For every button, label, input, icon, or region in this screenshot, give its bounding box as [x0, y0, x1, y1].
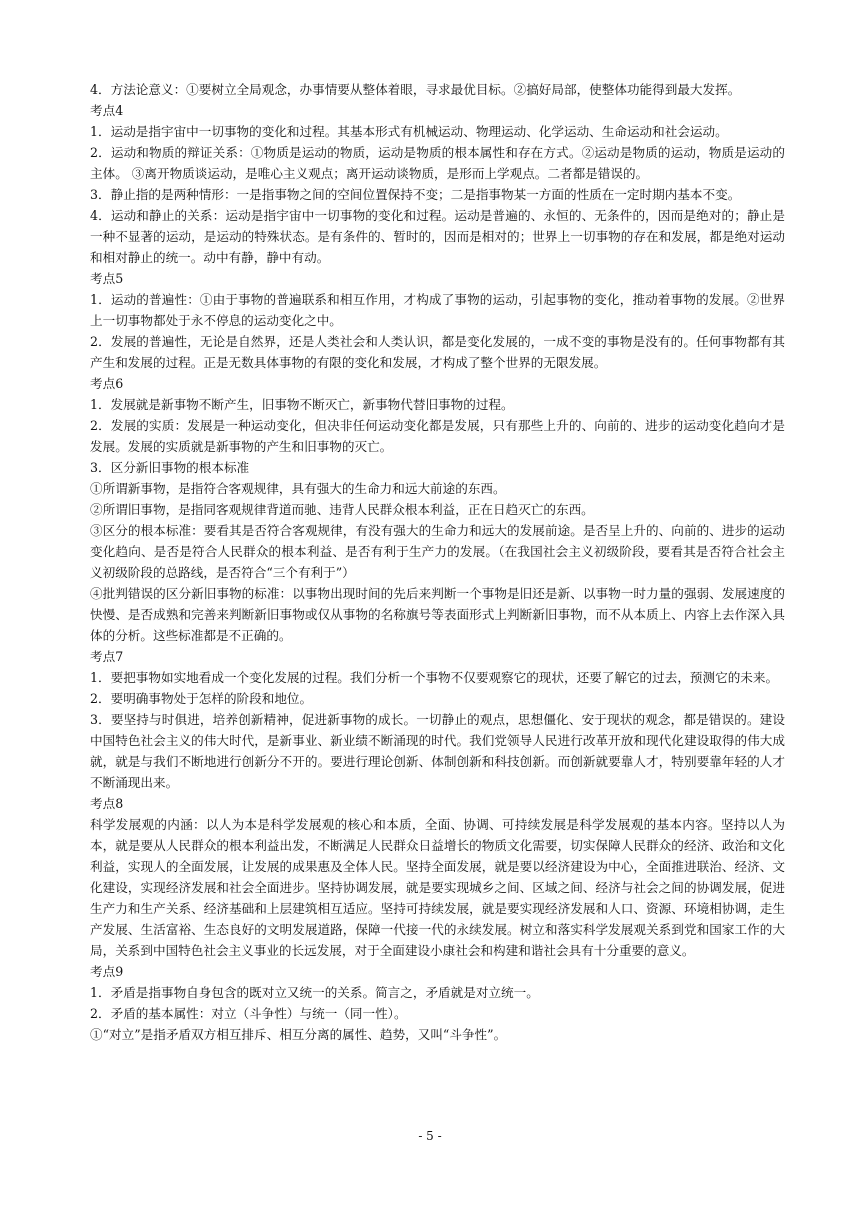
paragraph: ④批判错误的区分新旧事物的标准：以事物出现时间的先后来判断一个事物是旧还是新、以事物一时力量的强弱、发展速度的快慢、是否成熟和完善来判断新旧事物或仅从事物的名称旗号等表面形式上判断新旧事物，而不从本质上、内容上去作深入具体的分析。这些标准都是不正确的。 [90, 586, 785, 643]
section-heading: 考点5 [90, 271, 124, 286]
section-heading: 考点7 [90, 649, 124, 664]
paragraph: 4．方法论意义：①要树立全局观念，办事情要从整体着眼，寻求最优目标。②搞好局部，使整体功能得到最大发挥。 [90, 82, 741, 97]
document-body [90, 79, 785, 1045]
paragraph: 4．运动和静止的关系：运动是指宇宙中一切事物的变化和过程。运动是普遍的、永恒的、无条件的，因而是绝对的；静止是一种不显著的运动，是运动的特殊状态。是有条件的、暂时的，因而是相对的；世界上一切事物的存在和发展，都是绝对运动和相对静止的统一。动中有静，静中有动。 [90, 208, 785, 265]
paragraph: 1．发展就是新事物不断产生，旧事物不断灭亡，新事物代替旧事物的过程。 [90, 397, 514, 412]
paragraph: 2．运动和物质的辩证关系：①物质是运动的物质，运动是物质的根本属性和存在方式。②运动是物质的运动，物质是运动的主体。 ③离开物质谈运动，是唯心主义观点；离开运动谈物质，是形而上学观点。二者都是错误的。 [90, 145, 785, 181]
section-heading: 考点4 [90, 103, 124, 118]
paragraph: 1．矛盾是指事物自身包含的既对立又统一的关系。简言之，矛盾就是对立统一。 [90, 985, 539, 1000]
paragraph: 3．区分新旧事物的根本标准 [90, 460, 250, 475]
paragraph: ①“对立”是指矛盾双方相互排斥、相互分离的属性、趋势，又叫“斗争性”。 [90, 1027, 507, 1042]
section-heading: 考点8 [90, 796, 124, 811]
paragraph: 2．矛盾的基本属性：对立（斗争性）与统一（同一性）。 [90, 1006, 407, 1021]
paragraph: 2．发展的实质：发展是一种运动变化，但决非任何运动变化都是发展，只有那些上升的、向前的、进步的运动变化趋向才是发展。发展的实质就是新事物的产生和旧事物的灭亡。 [90, 418, 785, 454]
paragraph: ②所谓旧事物，是指同客观规律背道而驰、违背人民群众根本利益，正在日趋灭亡的东西。 [90, 502, 594, 517]
section-heading: 考点6 [90, 376, 124, 391]
paragraph: 2．发展的普遍性，无论是自然界，还是人类社会和人类认识，都是变化发展的，一成不变的事物是没有的。任何事物都有其产生和发展的过程。正是无数具体事物的有限的变化和发展，才构成了整个世界的无限发展。 [90, 334, 785, 370]
paragraph: ③区分的根本标准：要看其是否符合客观规律，有没有强大的生命力和远大的发展前途。是否呈上升的、向前的、进步的运动变化趋向、是否是符合人民群众的根本利益、是否有利于生产力的发展。（在我国社会主义初级阶段，要看其是否符合社会主义初级阶段的总路线，是否符合“三个有利于”） [90, 523, 785, 580]
paragraph: 2．要明确事物处于怎样的阶段和地位。 [90, 691, 313, 706]
paragraph: 3．静止指的是两种情形：一是指事物之间的空间位置保持不变；二是指事物某一方面的性质在一定时期内基本不变。 [90, 187, 741, 202]
section-heading: 考点9 [90, 964, 124, 979]
paragraph: 3．要坚持与时俱进，培养创新精神，促进新事物的成长。一切静止的观点，思想僵化、安于现状的观念，都是错误的。建设中国特色社会主义的伟大时代，是新事业、新业绩不断涌现的时代。我们党领导人民进行改革开放和现代化建设取得的伟大成就，就是与我们不断地进行创新分不开的。要进行理论创新、体制创新和科技创新。而创新就要靠人才，特别要靠年轻的人才不断涌现出来。 [90, 712, 785, 790]
paragraph: 1．要把事物如实地看成一个变化发展的过程。我们分析一个事物不仅要观察它的现状，还要了解它的过去，预测它的未来。 [90, 670, 779, 685]
page-number: - 5 - [418, 1129, 442, 1143]
paragraph: 科学发展观的内涵：以人为本是科学发展观的核心和本质，全面、协调、可持续发展是科学发展观的基本内容。坚持以人为本，就是要从人民群众的根本利益出发，不断满足人民群众日益增长的物质文化需要，切实保障人民群众的经济、政治和文化利益，实现人的全面发展，让发展的成果惠及全体人民。坚持全面发展，就是要以经济建设为中心，全面推进联治、经济、文化建设，实现经济发展和社会全面进步。坚持协调发展，就是要实现城乡之间、区域之间、经济与社会之间的协调发展，促进生产力和生产关系、经济基础和上层建筑相互适应。坚持可持续发展，就是要实现经济发展和人口、资源、环境相协调，走生产发展、生活富裕、生态良好的文明发展道路，保障一代接一代的永续发展。树立和落实科学发展观关系到党和国家工作的大局，关系到中国特色社会主义事业的长远发展，对于全面建设小康社会和构建和谐社会具有十分重要的意义。 [90, 817, 785, 958]
paragraph: 1．运动的普遍性：①由于事物的普遍联系和相互作用，才构成了事物的运动，引起事物的变化，推动着事物的发展。②世界上一切事物都处于永不停息的运动变化之中。 [90, 292, 785, 328]
paragraph: ①所谓新事物，是指符合客观规律，具有强大的生命力和远大前途的东西。 [90, 481, 506, 496]
paragraph: 1．运动是指宇宙中一切事物的变化和过程。其基本形式有机械运动、物理运动、化学运动、生命运动和社会运动。 [90, 124, 728, 139]
